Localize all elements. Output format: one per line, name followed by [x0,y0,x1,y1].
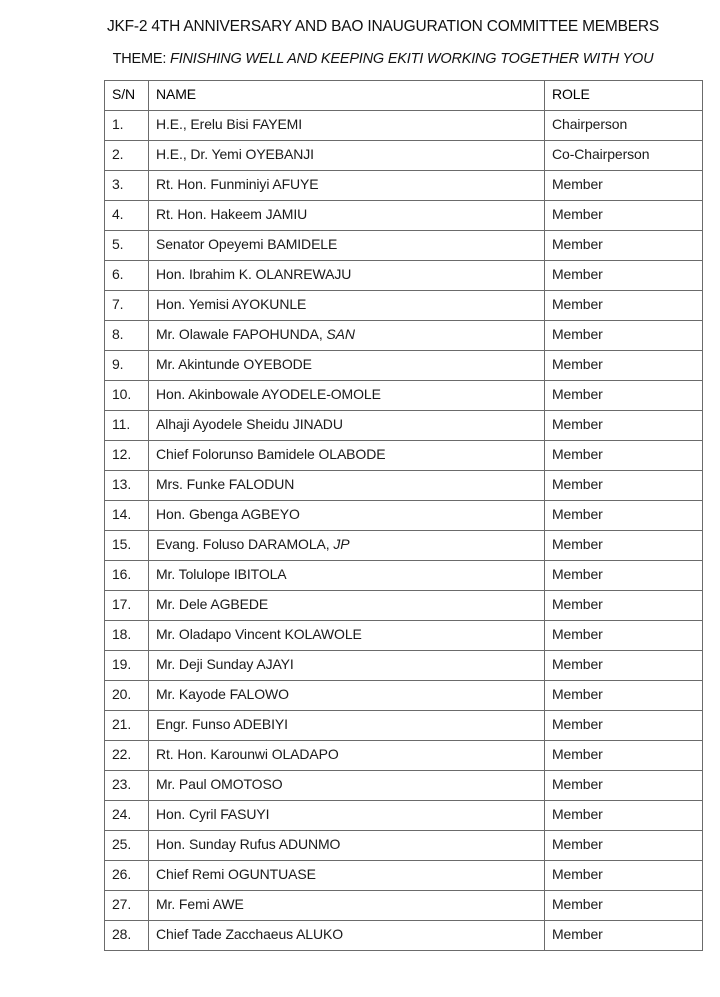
member-name: Mr. Paul OMOTOSO [156,776,283,792]
cell-name [149,441,545,471]
cell-name [149,681,545,711]
member-name: Hon. Akinbowale AYODELE-OMOLE [156,386,381,402]
cell-sn: 8. [105,321,149,351]
cell-sn: 18. [105,621,149,651]
member-name: Mr. Olawale FAPOHUNDA, [156,326,327,342]
member-name: Rt. Hon. Funminiyi AFUYE [156,176,319,192]
cell-name [149,111,545,141]
table-row [105,561,703,591]
cell-name [149,321,545,351]
cell-role: Member [545,381,703,411]
member-name: H.E., Erelu Bisi FAYEMI [156,116,303,132]
cell-name [149,381,545,411]
cell-name [149,621,545,651]
table-row [105,501,703,531]
member-name: Mr. Femi AWE [156,896,244,912]
cell-sn: 24. [105,801,149,831]
member-name: Hon. Yemisi AYOKUNLE [156,296,307,312]
table-row [105,321,703,351]
member-name: Chief Folorunso Bamidele OLABODE [156,446,386,462]
member-name: Mr. Akintunde OYEBODE [156,356,312,372]
cell-name [149,651,545,681]
table-row [105,651,703,681]
table-row [105,621,703,651]
table-body [105,111,703,951]
table-row [105,711,703,741]
cell-role: Chairperson [545,111,703,141]
cell-name [149,861,545,891]
member-name: Mr. Deji Sunday AJAYI [156,656,294,672]
cell-name [149,411,545,441]
header-sn: S/N [105,81,149,111]
table-row [105,831,703,861]
table-row [105,531,703,561]
cell-name [149,171,545,201]
cell-sn: 10. [105,381,149,411]
cell-sn: 21. [105,711,149,741]
cell-role: Member [545,231,703,261]
cell-name [149,291,545,321]
cell-role: Member [545,861,703,891]
cell-name [149,801,545,831]
table-row [105,141,703,171]
committee-members-table [104,80,703,951]
cell-sn: 25. [105,831,149,861]
cell-role: Member [545,171,703,201]
table-row [105,441,703,471]
cell-sn: 22. [105,741,149,771]
table-row [105,891,703,921]
cell-sn: 13. [105,471,149,501]
cell-role: Member [545,531,703,561]
cell-sn: 1. [105,111,149,141]
cell-name [149,141,545,171]
cell-sn: 27. [105,891,149,921]
member-title-suffix: JP [333,536,350,552]
member-name: Mr. Dele AGBEDE [156,596,269,612]
member-name: Engr. Funso ADEBIYI [156,716,288,732]
header-name: NAME [149,81,545,111]
cell-sn: 17. [105,591,149,621]
cell-role: Member [545,711,703,741]
cell-role: Member [545,651,703,681]
cell-sn: 2. [105,141,149,171]
cell-role: Member [545,501,703,531]
cell-name [149,711,545,741]
cell-role: Member [545,291,703,321]
member-name: Mr. Oladapo Vincent KOLAWOLE [156,626,362,642]
cell-role: Member [545,201,703,231]
cell-sn: 28. [105,921,149,951]
cell-name [149,921,545,951]
table-row [105,921,703,951]
cell-name [149,261,545,291]
member-title-suffix: SAN [326,326,355,342]
table-row [105,801,703,831]
member-name: H.E., Dr. Yemi OYEBANJI [156,146,314,162]
member-name: Rt. Hon. Karounwi OLADAPO [156,746,339,762]
table-row [105,351,703,381]
cell-role: Member [545,831,703,861]
table-row [105,741,703,771]
table-header-row [105,81,703,111]
cell-role: Member [545,771,703,801]
member-name: Hon. Sunday Rufus ADUNMO [156,836,341,852]
cell-role: Member [545,471,703,501]
theme-text: FINISHING WELL AND KEEPING EKITI WORKING TOGETHER WITH YOU [170,51,654,67]
document-title: JKF-2 4TH ANNIVERSARY AND BAO INAUGURATION COMMITTEE MEMBERS [106,18,660,35]
cell-sn: 14. [105,501,149,531]
cell-role: Member [545,591,703,621]
cell-name [149,231,545,261]
member-name: Chief Remi OGUNTUASE [156,866,316,882]
cell-sn: 11. [105,411,149,441]
cell-name [149,891,545,921]
cell-role: Member [545,351,703,381]
table-row [105,381,703,411]
table-row [105,411,703,441]
table-row [105,261,703,291]
cell-role: Member [545,261,703,291]
member-name: Hon. Cyril FASUYI [156,806,270,822]
cell-sn: 23. [105,771,149,801]
cell-name [149,201,545,231]
cell-sn: 12. [105,441,149,471]
table-row [105,471,703,501]
cell-sn: 6. [105,261,149,291]
cell-role: Member [545,621,703,651]
member-name: Alhaji Ayodele Sheidu JINADU [156,416,343,432]
cell-role: Member [545,801,703,831]
cell-role: Member [545,741,703,771]
member-name: Hon. Ibrahim K. OLANREWAJU [156,266,352,282]
header-role: ROLE [545,81,703,111]
table-row [105,231,703,261]
document-theme [0,51,720,67]
cell-role: Member [545,921,703,951]
member-name: Mr. Tolulope IBITOLA [156,566,287,582]
theme-label: THEME: [112,51,171,67]
cell-sn: 3. [105,171,149,201]
cell-name [149,561,545,591]
table-row [105,681,703,711]
cell-sn: 15. [105,531,149,561]
cell-sn: 19. [105,651,149,681]
cell-role: Member [545,561,703,591]
cell-name [149,501,545,531]
member-name: Evang. Foluso DARAMOLA, [156,536,334,552]
cell-role: Co-Chairperson [545,141,703,171]
cell-name [149,471,545,501]
cell-name [149,771,545,801]
cell-sn: 26. [105,861,149,891]
cell-name [149,591,545,621]
cell-sn: 7. [105,291,149,321]
cell-sn: 16. [105,561,149,591]
table-row [105,771,703,801]
member-name: Mr. Kayode FALOWO [156,686,289,702]
cell-sn: 9. [105,351,149,381]
cell-name [149,351,545,381]
cell-sn: 4. [105,201,149,231]
table-row [105,201,703,231]
member-name: Chief Tade Zacchaeus ALUKO [156,926,344,942]
cell-role: Member [545,681,703,711]
table-row [105,111,703,141]
cell-name [149,831,545,861]
cell-name [149,531,545,561]
member-name: Hon. Gbenga AGBEYO [156,506,300,522]
table-row [105,171,703,201]
member-name: Rt. Hon. Hakeem JAMIU [156,206,308,222]
cell-name [149,741,545,771]
table-row [105,591,703,621]
cell-role: Member [545,411,703,441]
cell-role: Member [545,891,703,921]
table-row [105,861,703,891]
member-name: Senator Opeyemi BAMIDELE [156,236,338,252]
table-row [105,291,703,321]
cell-sn: 20. [105,681,149,711]
member-name: Mrs. Funke FALODUN [156,476,295,492]
cell-role: Member [545,441,703,471]
cell-role: Member [545,321,703,351]
cell-sn: 5. [105,231,149,261]
